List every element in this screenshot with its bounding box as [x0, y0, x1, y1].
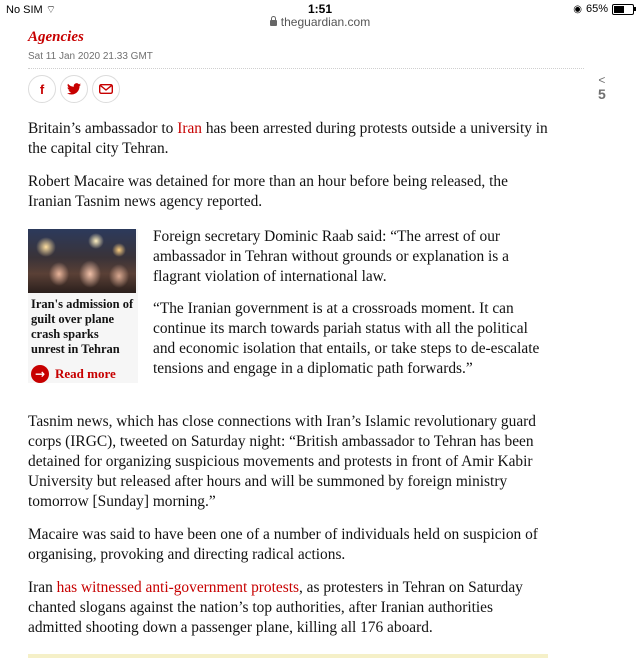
orientation-lock-icon: ◉ — [573, 3, 582, 15]
read-more-link[interactable] — [28, 357, 138, 391]
facebook-share-button[interactable] — [28, 75, 56, 103]
url-text: theguardian.com — [280, 15, 371, 29]
battery-area — [573, 3, 634, 15]
read-more-label: Read more — [55, 366, 116, 381]
rich-link-card[interactable] — [28, 229, 138, 383]
paragraph-7: Iran has witnessed anti-government protests, as protesters in Tehran on Saturday chanted slogans against the nation’s top authorities, after Iranian authorities admitted shooting down a passenger plane, killing all 176 aboard. — [28, 579, 523, 636]
paragraph-6: Macaire was said to have been one of a number of individuals held on suspicion of organising, provoking and directing radical actions. — [28, 526, 538, 563]
carrier-label: No SIM ⌔ — [6, 4, 57, 16]
publish-date: Sat 11 Jan 2020 21.33 GMT — [28, 51, 153, 62]
lock-icon — [270, 20, 277, 26]
twitter-share-button[interactable] — [60, 75, 88, 103]
divider — [28, 68, 584, 69]
email-icon — [99, 84, 113, 94]
battery-icon — [612, 4, 634, 15]
byline[interactable]: Agencies — [28, 29, 84, 45]
wifi-icon: ⌔ — [45, 4, 57, 16]
paragraph-3: Foreign secretary Dominic Raab said: “The arrest of our ambassador in Tehran without grounds or explanation is a flagrant violation of international law. — [153, 228, 509, 285]
url-bar[interactable] — [0, 15, 640, 32]
paragraph-1: Britain’s ambassador to Iran has been arrested during protests outside a university in the capital city Tehran. — [28, 120, 548, 157]
share-icon: < — [598, 73, 606, 87]
paragraph-4: “The Iranian government is at a crossroads moment. It can continue its march towards pariah status with all the political and economic isolation that entails, or take steps to de-escalate tensions and engage in a diplomatic path forwards.” — [153, 300, 540, 377]
share-buttons — [28, 75, 120, 103]
clock: 1:51 — [307, 2, 333, 16]
paragraph-2: Robert Macaire was detained for more than an hour before being released, the Iranian Tasnim news agency reported. — [28, 173, 508, 210]
iran-link[interactable]: Iran — [177, 120, 202, 137]
arrow-right-icon: → — [31, 365, 49, 383]
facebook-icon: f — [39, 81, 45, 97]
share-count-number: 5 — [598, 86, 606, 102]
rich-link-caption: Iran's admission of guilt over plane crash sparks unrest in Tehran — [31, 297, 134, 356]
protest-photo — [28, 229, 136, 293]
twitter-icon — [67, 83, 81, 95]
protests-link[interactable]: has witnessed anti-government protests — [56, 579, 299, 596]
share-count[interactable] — [598, 74, 606, 102]
paragraph-5: Tasnim news, which has close connections with Iran’s Islamic revolutionary guard corps (IRGC), tweeted on Saturday night: “British ambassador to Tehran has been detained for organizing suspicious movements and protests in front of Amir Kabir University but released after hours and will be summoned by foreign ministry tomorrow [Sunday] morning.” — [28, 413, 536, 510]
bottom-banner-edge — [28, 654, 548, 658]
email-share-button[interactable] — [92, 75, 120, 103]
battery-percent: 65% — [585, 3, 608, 15]
